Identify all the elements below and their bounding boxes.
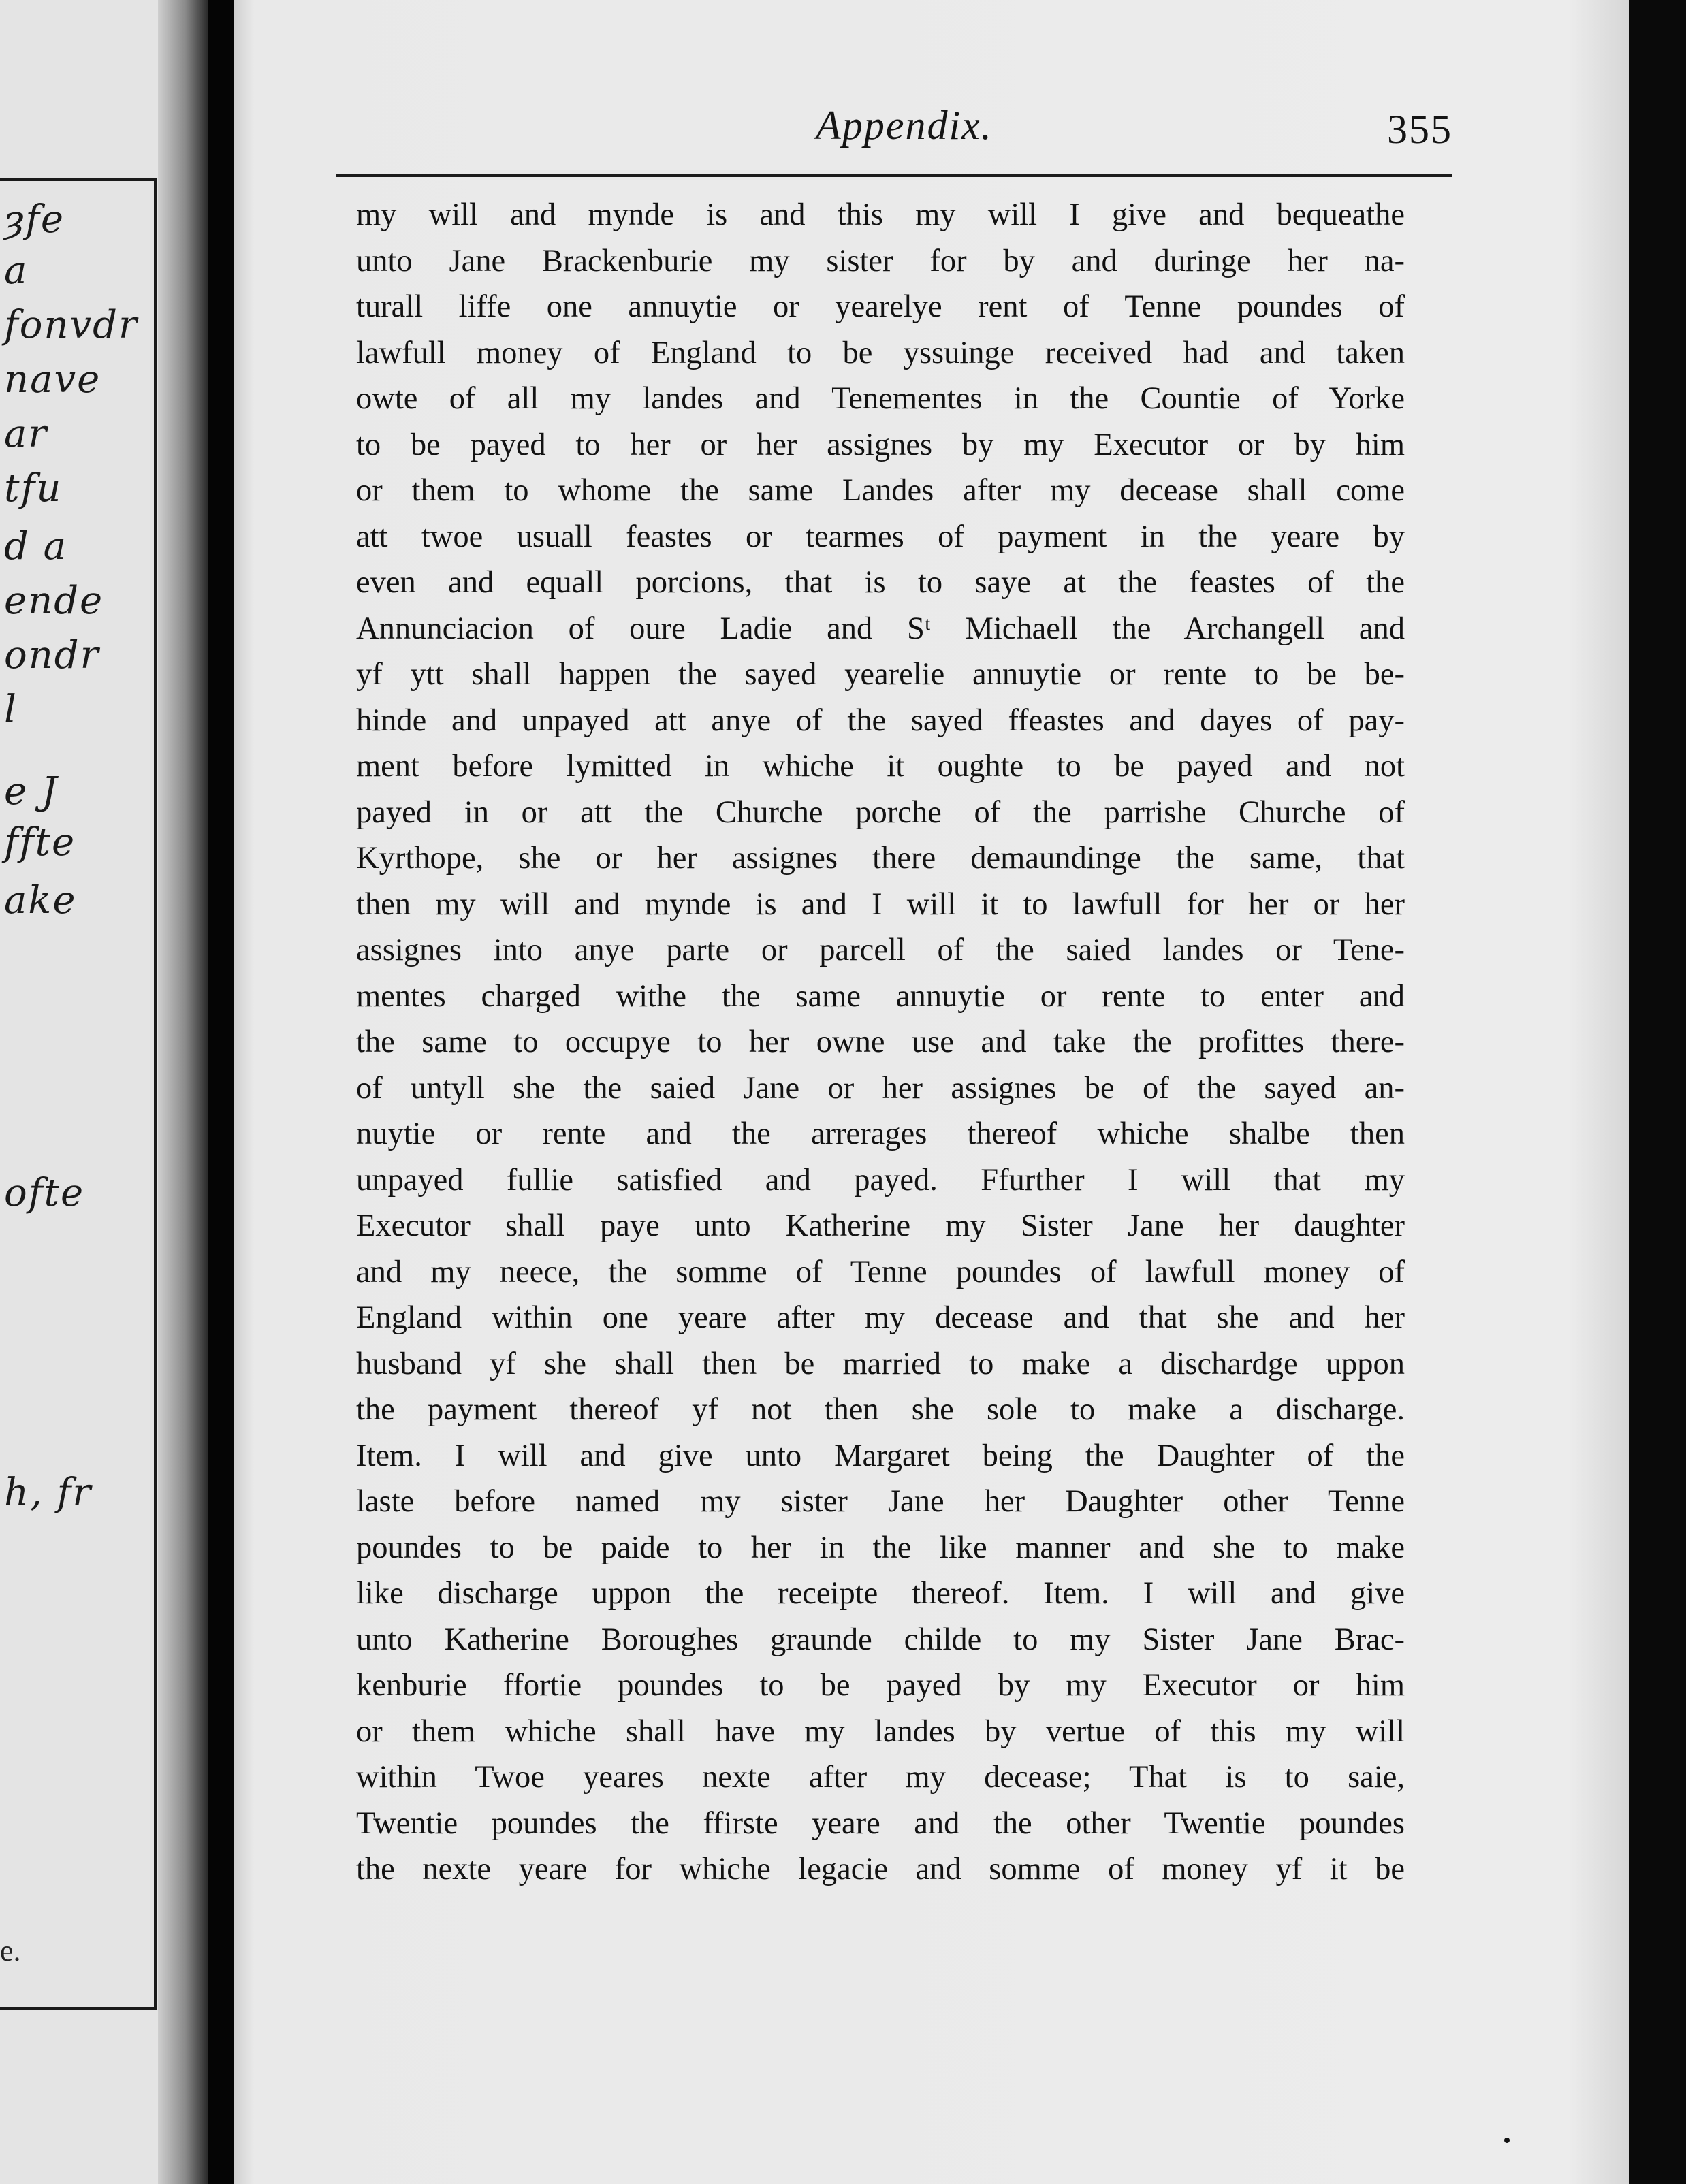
text-line: assignes into anye parte or parcell of the saied landes or Tene- [356, 933, 1405, 967]
text-line: turall liffe one annuytie or yearelye rent of Tenne poundes of [356, 289, 1405, 324]
text-line: the same to occupye to her owne use and take the profittes there- [356, 1025, 1405, 1059]
text-line: payed in or att the Churche porche of the parrishe Churche of [356, 794, 1405, 830]
text-line: to be payed to her or her assignes by my Executor or by him [356, 427, 1405, 462]
left-page-gutter [158, 0, 208, 2184]
text-line: mentes charged withe the same annuytie or rente to enter and [356, 978, 1405, 1014]
text-line: Executor shall paye unto Katherine my Sister Jane her daughter [356, 1208, 1405, 1243]
text-line: like discharge uppon the receipte thereof. Item. I will and give [356, 1576, 1405, 1611]
handwriting-fragment: ffte [4, 820, 76, 865]
handwriting-fragment: fonvdr [4, 303, 138, 347]
handwriting-fragment: ake [4, 878, 77, 922]
left-footnote-fragment: e. [0, 1934, 21, 1968]
text-line: or them to whome the same Landes after my decease shall come [356, 473, 1405, 508]
text-line: Twentie poundes the ffirste yeare and the other Twentie poundes [356, 1805, 1405, 1841]
text-line: Kyrthope, she or her assignes there demaundinge the same, that [356, 841, 1405, 876]
handwriting-fragment: nave [4, 357, 101, 402]
text-line: unpayed fullie satisfied and payed. Ffurther I will that my [356, 1162, 1405, 1198]
handwriting-fragment: e J [4, 769, 59, 814]
running-title: Appendix. [816, 103, 993, 148]
handwriting-fragment: ende [4, 579, 104, 623]
text-line: lawfull money of England to be yssuinge received had and taken [356, 335, 1405, 370]
text-line: Annunciacion of oure Ladie and Sᵗ Michaell the Archangell and [356, 611, 1405, 646]
handwriting-fragment: tfu [4, 466, 63, 511]
text-line: then my will and mynde is and I will it to lawfull for her or her [356, 886, 1405, 922]
text-line: or them whiche shall have my landes by vertue of this my will [356, 1714, 1405, 1749]
text-line: of untyll she the saied Jane or her assignes be of the sayed an- [356, 1070, 1405, 1106]
text-line: the payment thereof yf not then she sole to make a discharge. [356, 1392, 1405, 1427]
text-line: the nexte yeare for whiche legacie and somme of money yf it be [356, 1852, 1405, 1886]
text-line: husband yf she shall then be married to make a dischardge uppon [356, 1346, 1405, 1381]
text-line: my will and mynde is and this my will I give and bequeathe [356, 197, 1405, 232]
facing-page [0, 0, 208, 2184]
header-rule [336, 174, 1452, 177]
handwriting-fragment: ondr [4, 633, 100, 677]
handwriting-fragment: h, fr [4, 1471, 93, 1515]
handwriting-fragment: l [4, 688, 18, 732]
handwriting-fragment: ȝfe [4, 197, 65, 242]
text-line: England within one yeare after my decease and that she and her [356, 1300, 1405, 1335]
text-line: Item. I will and give unto Margaret being the Daughter of the [356, 1438, 1405, 1473]
page-edge-shadow [1629, 0, 1686, 2184]
text-line: laste before named my sister Jane her Daughter other Tenne [356, 1484, 1405, 1519]
text-line: nuytie or rente and the arrerages thereof whiche shalbe then [356, 1117, 1405, 1151]
text-line: kenburie ffortie poundes to be payed by my Executor or him [356, 1668, 1405, 1703]
text-line: owte of all my landes and Tenementes in the Countie of Yorke [356, 381, 1405, 416]
text-line: unto Jane Brackenburie my sister for by and duringe her na- [356, 243, 1405, 278]
text-line: and my neece, the somme of Tenne poundes of lawfull money of [356, 1254, 1405, 1289]
text-line: hinde and unpayed att anye of the sayed ffeastes and dayes of pay- [356, 703, 1405, 738]
text-line: ment before lymitted in whiche it oughte to be payed and not [356, 749, 1405, 784]
page-header [356, 102, 1452, 170]
text-line: att twoe usuall feastes or tearmes of payment in the yeare by [356, 519, 1405, 554]
handwriting-fragment: ar [4, 412, 48, 456]
text-line: poundes to be paide to her in the like manner and she to make [356, 1530, 1405, 1565]
book-spine [208, 0, 234, 2184]
text-line: unto Katherine Boroughes graunde childe to my Sister Jane Brac- [356, 1622, 1405, 1657]
book-page [234, 0, 1629, 2184]
text-line: even and equall porcions, that is to saye at the feastes of the [356, 565, 1405, 600]
text-line: yf ytt shall happen the sayed yearelie annuytie or rente to be be- [356, 657, 1405, 692]
text-line: within Twoe yeares nexte after my decease; That is to saie, [356, 1760, 1405, 1795]
ink-speck [1504, 2138, 1510, 2143]
handwriting-fragment: a [4, 248, 29, 293]
handwriting-fragment: ofte [4, 1171, 85, 1215]
page-number: 355 [1387, 107, 1452, 152]
body-text [356, 192, 1405, 1893]
handwriting-fragment: d a [4, 524, 68, 568]
